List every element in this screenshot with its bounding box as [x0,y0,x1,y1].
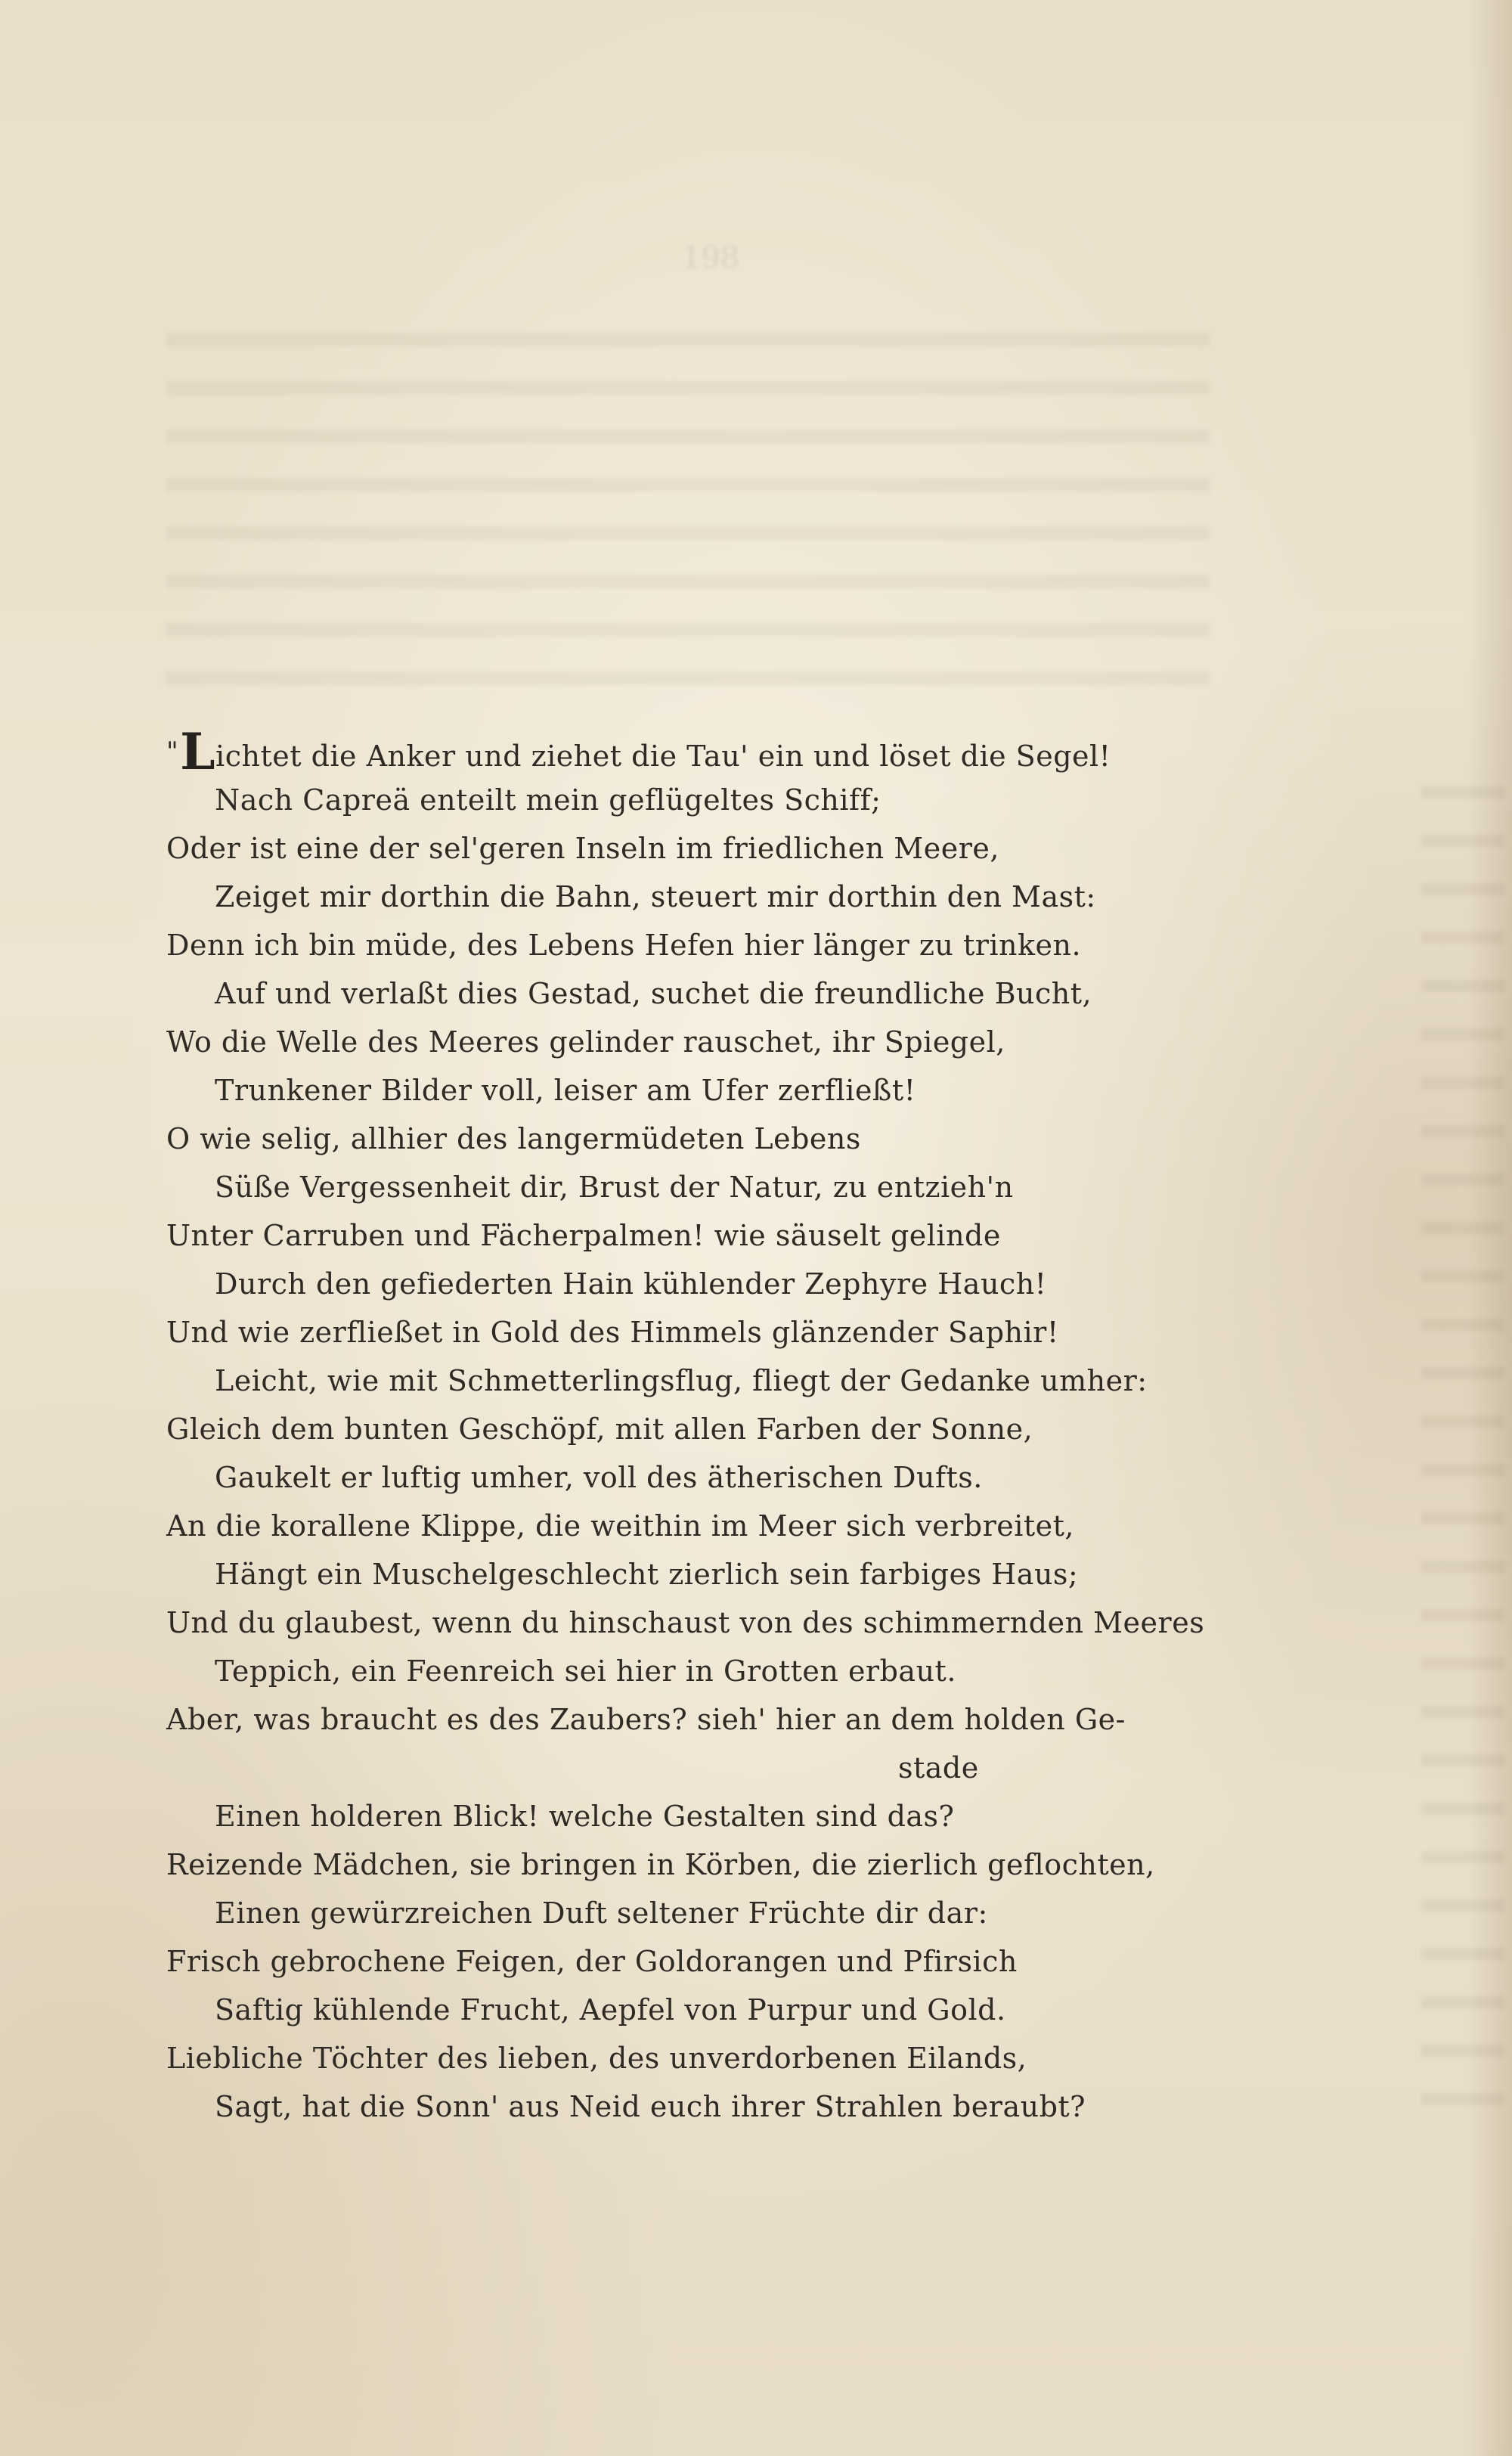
poem-line-25: Frisch gebrochene Feigen, der Goldorangen und Pfirsich [166,1945,1018,1978]
poem-line-18: Hängt ein Muschelgeschlecht zierlich sein farbiges Haus; [215,1558,1079,1591]
poem-line-text: ichtet die Anker und ziehet die Tau' ein und löset die Segel! [215,740,1111,773]
poem-line-9: O wie selig, allhier des langermüdeten Lebens [166,1122,861,1155]
poem-line-7: Wo die Welle des Meeres gelinder rauschet, ihr Spiegel, [166,1025,1005,1059]
poem-line-16: Gaukelt er luftig umher, voll des ätherischen Dufts. [215,1461,983,1494]
poem-line-3: Oder ist eine der sel'geren Inseln im friedlichen Meere, [166,832,999,865]
poem-line-22: Einen holderen Blick! welche Gestalten sind das? [215,1800,955,1833]
poem-line-19: Und du glaubest, wenn du hinschaust von des schimmernden Meeres [166,1606,1205,1639]
poem-line-11: Unter Carruben und Fächerpalmen! wie säuselt gelinde [166,1219,1001,1252]
poem-line-12: Durch den gefiederten Hain kühlender Zephyre Hauch! [215,1267,1047,1301]
poem-line-5: Denn ich bin müde, des Lebens Hefen hier länger zu trinken. [166,929,1082,962]
poem-line-28: Sagt, hat die Sonn' aus Neid euch ihrer Strahlen beraubt? [215,2090,1086,2123]
poem-line-6: Auf und verlaßt dies Gestad, suchet die freundliche Bucht, [215,977,1092,1010]
poem-line-14: Leicht, wie mit Schmetterlingsflug, fliegt der Gedanke umher: [215,1364,1148,1397]
poem-line-26: Saftig kühlende Frucht, Aepfel von Purpur und Gold. [215,1993,1006,2027]
poem-line-15: Gleich dem bunten Geschöpf, mit allen Farben der Sonne, [166,1413,1033,1446]
page-edge-shadow [1467,0,1512,2456]
poem-line-8: Trunkener Bilder voll, leiser am Ufer zerfließt! [215,1074,916,1107]
poem-line-4: Zeiget mir dorthin die Bahn, steuert mir dorthin den Mast: [215,880,1096,913]
poem-line-17: An die korallene Klippe, die weithin im Meer sich verbreitet, [166,1509,1075,1543]
poem [166,722,1240,2131]
poem-line-10: Süße Vergessenheit dir, Brust der Natur, zu entzieh'n [215,1171,1014,1204]
poem-line-2: Nach Capreä enteilt mein geflügeltes Schiff; [215,783,881,817]
poem-line-21: Aber, was braucht es des Zaubers? sieh' hier an dem holden Ge- [166,1703,1126,1736]
poem-line-13: Und wie zerfließet in Gold des Himmels glänzender Saphir! [166,1316,1059,1349]
page-number-ghost: 198 [681,240,740,275]
initial-letter: L [180,722,216,781]
poem-line-21-continuation: stade [898,1751,979,1785]
poem-line-24: Einen gewürzreichen Duft seltener Früchte dir dar: [215,1896,988,1930]
poem-line-20: Teppich, ein Feenreich sei hier in Grotten erbaut. [215,1654,956,1688]
poem-line-23: Reizende Mädchen, sie bringen in Körben, die zierlich geflochten, [166,1848,1155,1881]
poem-line-1 [166,722,1240,781]
poem-line-27: Liebliche Töchter des lieben, des unverdorbenen Eilands, [166,2042,1027,2075]
opening-quote: " [166,736,179,767]
bleed-through-text [166,333,1210,696]
